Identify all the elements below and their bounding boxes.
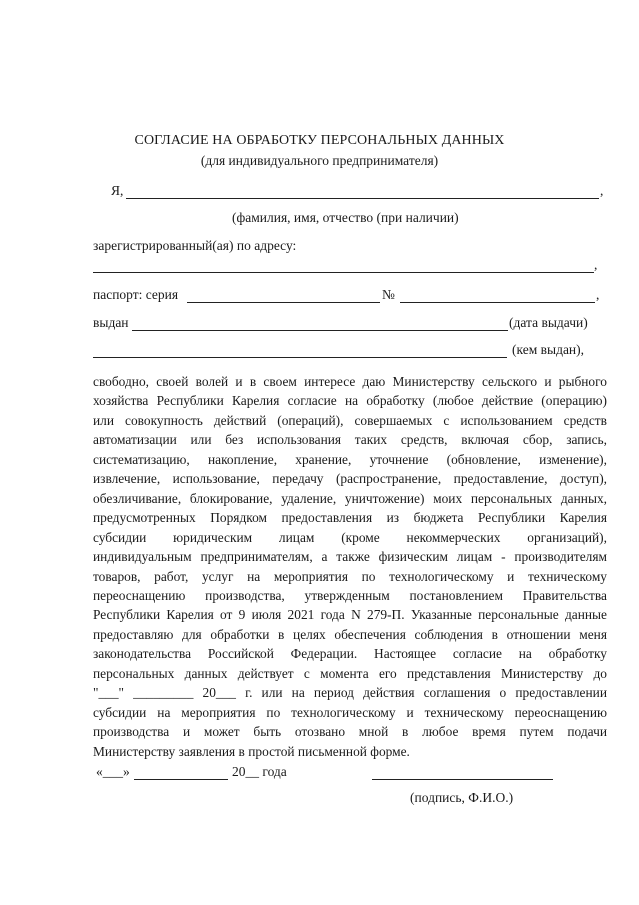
body-line: хозяйства Республики Карелия согласие на обработку (любое действие (операцию) bbox=[93, 393, 607, 409]
body-line: субсидии юридическим лицам (кроме некоммерческих организаций), bbox=[93, 529, 607, 545]
address-suffix: , bbox=[594, 257, 598, 272]
date-year-label: 20__ года bbox=[232, 764, 287, 779]
issued-label: выдан bbox=[93, 315, 129, 330]
fio-suffix: , bbox=[600, 183, 604, 198]
body-line: индивидуальным предпринимателям, а также физическим лицам - производителям bbox=[93, 549, 607, 565]
issued-date-caption: (дата выдачи) bbox=[509, 315, 588, 330]
ya-label: Я, bbox=[111, 183, 124, 198]
body-line: персональных данных действует с момента его представления Министерству до bbox=[93, 665, 607, 681]
body-line: предусмотренных Порядком предоставления из бюджета Республики Карелия bbox=[93, 510, 607, 526]
body-line: субсидии на мероприятия по технологическому и техническому переоснащению bbox=[93, 704, 607, 720]
body-line: извлечение, использование, передачу (распространение, предоставление, доступ), bbox=[93, 471, 607, 487]
address-field[interactable] bbox=[93, 272, 594, 273]
signature-field[interactable] bbox=[372, 779, 553, 780]
body-line: законодательства Российской Федерации. Настоящее согласие на обработку bbox=[93, 646, 607, 662]
fio-caption: (фамилия, имя, отчество (при наличии) bbox=[232, 210, 459, 225]
body-line: обезличивание, блокирование, удаление, уничтожение) моих персональных данных, bbox=[93, 490, 607, 506]
document-subtitle: (для индивидуального предпринимателя) bbox=[200, 153, 439, 168]
body-line: автоматизации или без использования таких средств, включая сбор, запись, bbox=[93, 432, 607, 448]
body-line: переоснащению производства, утвержденным постановлением Правительства bbox=[93, 587, 607, 603]
body-line: Министерству заявления в простой письменной форме. bbox=[93, 743, 410, 759]
date-month-field[interactable] bbox=[134, 779, 228, 780]
body-line: товаров, работ, услуг на мероприятия по технологическому и техническому bbox=[93, 568, 607, 584]
consent-body bbox=[93, 372, 607, 761]
passport-number-field[interactable] bbox=[400, 302, 595, 303]
passport-suffix: , bbox=[596, 287, 600, 302]
body-line: или совокупность действий (операций), совершаемых с использованием средств bbox=[93, 412, 607, 428]
issued-by-caption: (кем выдан), bbox=[512, 342, 585, 357]
passport-series-field[interactable] bbox=[187, 302, 380, 303]
body-line: свободно, своей волей и в своем интересе даю Министерству сельского и рыбного bbox=[93, 374, 607, 389]
fio-field[interactable] bbox=[126, 198, 599, 199]
body-line: Республики Карелия от 9 июля 2021 года N 279-П. Указанные персональные данные bbox=[93, 607, 607, 623]
body-line: предоставляю для обработки в целях обеспечения соблюдения в отношении меня bbox=[93, 626, 607, 642]
issued-date-field[interactable] bbox=[132, 330, 508, 331]
passport-number-label: № bbox=[382, 287, 395, 302]
body-line: систематизацию, накопление, хранение, уточнение (обновление, изменение), bbox=[93, 451, 607, 467]
document-title: СОГЛАСИЕ НА ОБРАБОТКУ ПЕРСОНАЛЬНЫХ ДАННЫХ bbox=[134, 133, 505, 148]
signature-caption: (подпись, Ф.И.О.) bbox=[410, 790, 514, 805]
address-label: зарегистрированный(ая) по адресу: bbox=[93, 238, 297, 253]
body-line: производства и может быть отозвано мной в любое время путем подачи bbox=[93, 724, 607, 740]
issued-by-field[interactable] bbox=[93, 357, 507, 358]
body-line: "___" _________ 20___ г. или на период действия соглашения о предоставлении bbox=[93, 685, 607, 701]
passport-series-label: паспорт: серия bbox=[93, 287, 179, 302]
date-day-field[interactable]: «___» bbox=[96, 764, 130, 779]
